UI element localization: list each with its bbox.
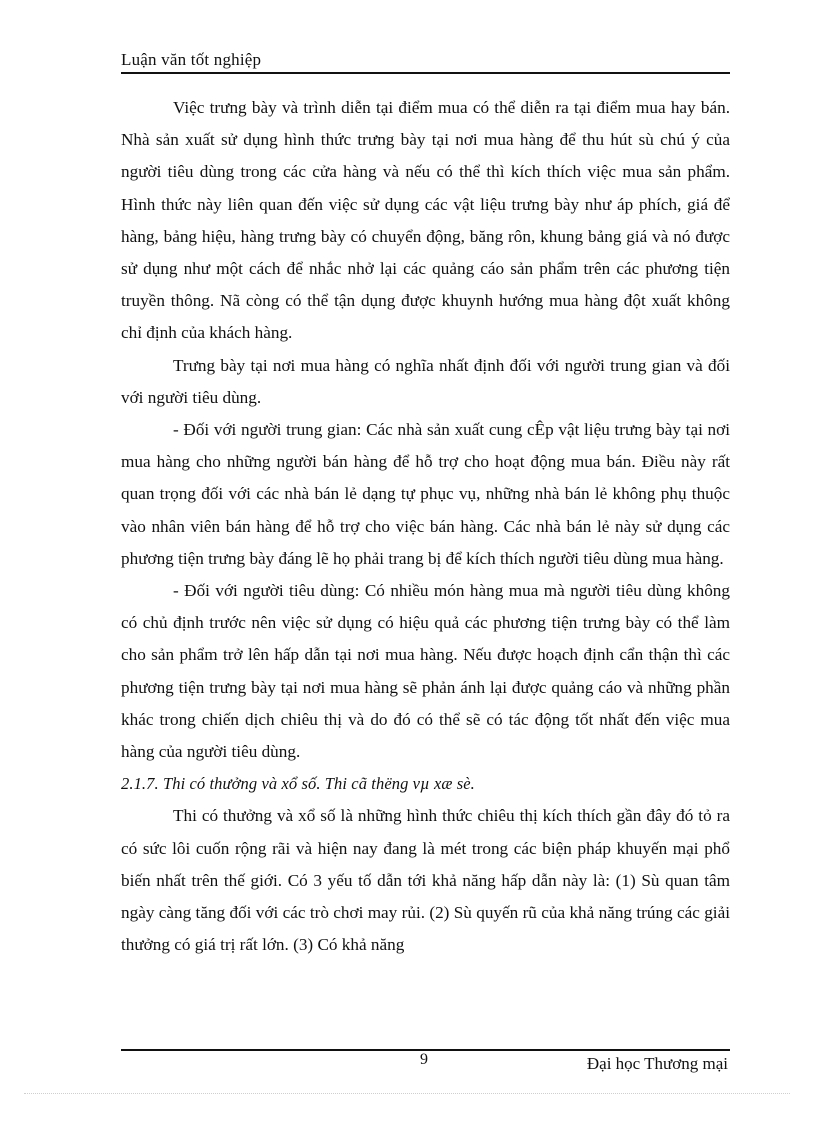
section-heading: 2.1.7. Thi có thưởng và xổ số. Thi cã thëng vµ xæ sè. <box>121 774 475 794</box>
paragraph-display-intro: Việc trưng bày và trình diễn tại điểm mua có thể diễn ra tại điểm mua hay bán. Nhà sản xuất sử dụng hình thức trưng bày tại nơi mua hàng để thu hút sù chú ý của người tiêu dùng trong các cửa hàng và nếu có thể thì kích thích việc mua sản phẩm. Hình thức này liên quan đến việc sử dụng các vật liệu trưng bày như áp phích, giá để hàng, bảng hiệu, hàng trưng bày có chuyển động, băng rôn, khung bảng giá và nó được sử dụng như một cách để nhắc nhở lại các quảng cáo sản phẩm trên các phương tiện truyền thông. Nã còng có thể tận dụng được khuynh hướng mua hàng đột xuất không chỉ định của khách hàng. <box>121 98 730 343</box>
page-header <box>121 48 730 74</box>
page-number: 9 <box>420 1051 428 1068</box>
paragraph-intermediaries: - Đối với người trung gian: Các nhà sản xuất cung cÊp vật liệu trưng bày tại nơi mua hàng cho những người bán hàng để hỗ trợ cho hoạt động mua bán. Điều này rất quan trọng đối với các nhà bán lẻ dạng tự phục vụ, những nhà bán lẻ không phụ thuộc vào nhân viên bán hàng để hỗ trợ cho việc bán hàng. Các nhà bán lẻ này sử dụng các phương tiện trưng bày đáng lẽ họ phải trang bị để kích thích người tiêu dùng mua hàng. <box>121 420 730 568</box>
paragraph-display-significance: Trưng bày tại nơi mua hàng có nghĩa nhất định đối với người trung gian và đối với người tiêu dùng. <box>121 355 730 407</box>
footer-school: Đại học Thương mại <box>586 1054 728 1073</box>
paragraph-contests-lotteries: Thi có thưởng và xổ số là những hình thức chiêu thị kích thích gần đây đó tỏ ra có sức lôi cuốn rộng rãi và hiện nay đang là mét trong các biện pháp khuyến mại phổ biến nhất trên thế giới. Có 3 yếu tố dẫn tới khả năng hấp dẫn này là: (1) Sù quan tâm ngày càng tăng đối với các trò chơi may rủi. (2) Sù quyến rũ của khả năng trúng các giải thưởng có giá trị rất lớn. (3) Có khả năng <box>121 806 730 955</box>
header-title: Luận văn tốt nghiệp <box>121 50 262 69</box>
paragraph-consumers: - Đối với người tiêu dùng: Có nhiều món hàng mua mà người tiêu dùng không có chủ định trước nên việc sử dụng có hiệu quả các phương tiện trưng bày có thể làm cho sản phẩm trở lên hấp dẫn tại nơi mua hàng. Nếu được hoạch định cẩn thận thì các phương tiện trưng bày tại nơi mua hàng sẽ phản ánh lại được quảng cáo và những phần khác trong chiến dịch chiêu thị và do đó có thể sẽ có tác động tốt nhất đến việc mua hàng của người tiêu dùng. <box>121 581 730 762</box>
document-body <box>121 92 730 961</box>
page-bottom-edge <box>24 1093 790 1120</box>
